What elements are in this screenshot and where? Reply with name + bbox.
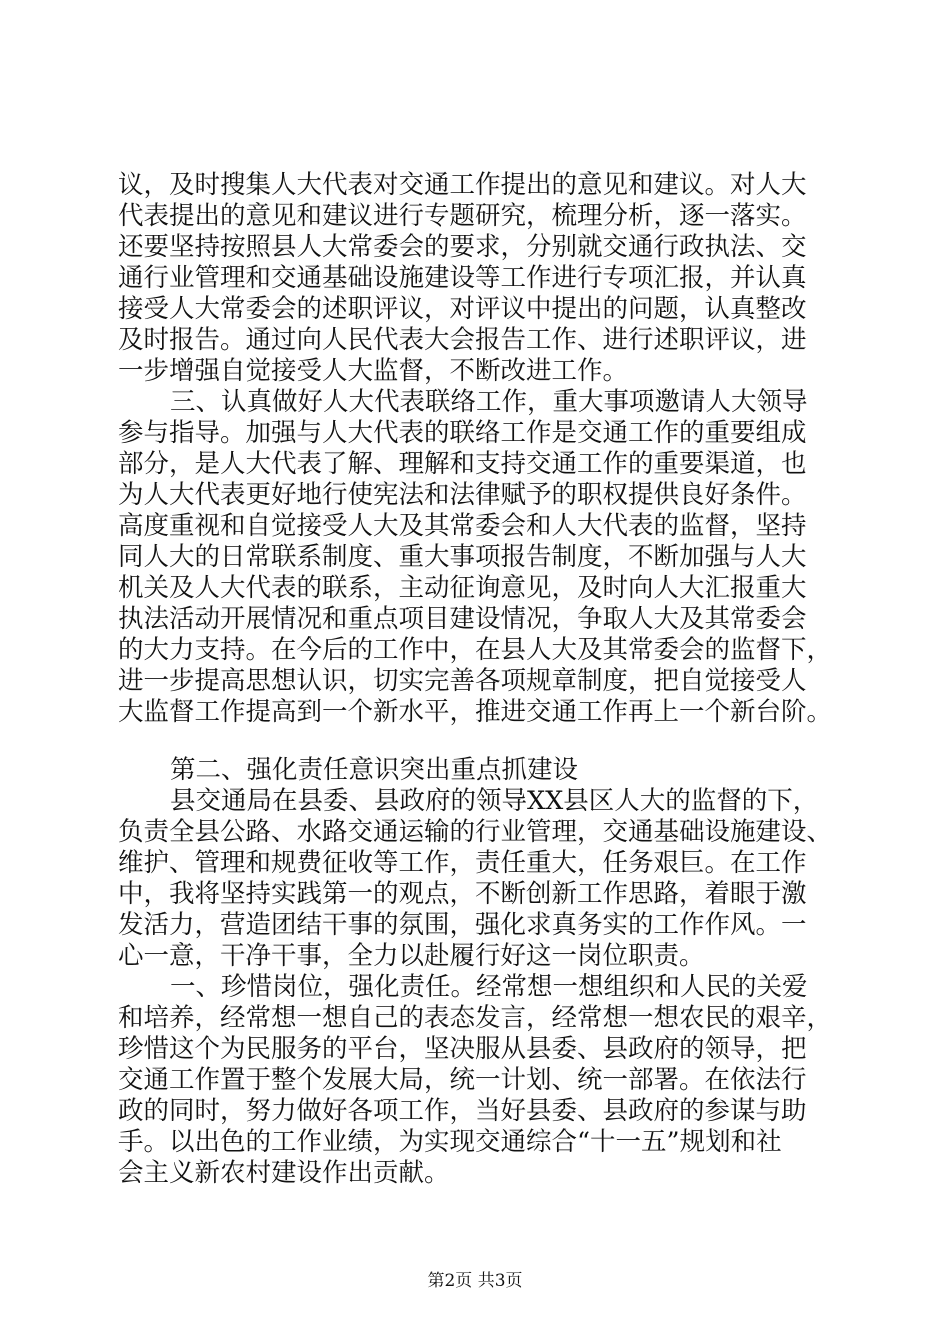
text-line: 进一步提高思想认识，切实完善各项规章制度，把自觉接受人 (118, 666, 807, 696)
text-line: 交通工作置于整个发展大局，统一计划、统一部署。在依法行 (118, 1065, 807, 1095)
paragraph-1 (118, 170, 830, 387)
text-line: 手。以出色的工作业绩，为实现交通综合“十一五”规划和社 (118, 1127, 782, 1157)
paragraph-2 (118, 387, 833, 728)
text-line: 一、珍惜岗位，强化责任。经常想一想组织和人民的关爱 (170, 972, 808, 1002)
text-line: 负责全县公路、水路交通运输的行业管理，交通基础设施建设、 (118, 817, 833, 847)
text-line: 议，及时搜集人大代表对交通工作提出的意见和建议。对人大 (118, 170, 807, 200)
text-line: 机关及人大代表的联系，主动征询意见，及时向人大汇报重大 (118, 573, 807, 603)
text-line: 部分，是人大代表了解、理解和支持交通工作的重要渠道，也 (118, 449, 807, 479)
paragraph-gap (118, 728, 830, 755)
text-line: 政的同时，努力做好各项工作，当好县委、县政府的参谋与助 (118, 1096, 807, 1126)
section-heading: 第二、强化责任意识突出重点抓建设 (170, 755, 579, 785)
text-line: 代表提出的意见和建议进行专题研究，梳理分析，逐一落实。 (118, 201, 807, 231)
text-line: 中，我将坚持实践第一的观点，不断创新工作思路，着眼于激 (118, 879, 807, 909)
text-line: 发活力，营造团结干事的氛围，强化求真务实的工作作风。一 (118, 910, 807, 940)
text-line: 高度重视和自觉接受人大及其常委会和人大代表的监督，坚持 (118, 511, 807, 541)
paragraph-4 (118, 972, 833, 1189)
text-line: 通行业管理和交通基础设施建设等工作进行专项汇报，并认真 (118, 263, 807, 293)
text-line: 三、认真做好人大代表联络工作，重大事项邀请人大领导 (170, 387, 808, 417)
text-line: 接受人大常委会的述职评议，对评议中提出的问题，认真整改 (118, 294, 807, 324)
text-line: 还要坚持按照县人大常委会的要求，分别就交通行政执法、交 (118, 232, 807, 262)
page-number-footer: 第2页 共3页 (427, 1271, 523, 1291)
text-line: 执法活动开展情况和重点项目建设情况，争取人大及其常委会 (118, 604, 807, 634)
text-line: 同人大的日常联系制度、重大事项报告制度，不断加强与人大 (118, 542, 807, 572)
text-line: 会主义新农村建设作出贡献。 (118, 1158, 450, 1188)
text-line: 县交通局在县委、县政府的领导XX县区人大的监督的下， (170, 786, 819, 816)
text-line: 的大力支持。在今后的工作中，在县人大及其常委会的监督下， (118, 635, 833, 665)
text-line: 心一意，干净干事，全力以赴履行好这一岗位职责。 (118, 941, 705, 971)
paragraph-3 (118, 786, 833, 972)
text-line: 大监督工作提高到一个新水平，推进交通工作再上一个新台阶。 (118, 697, 833, 727)
text-line: 参与指导。加强与人大代表的联络工作是交通工作的重要组成 (118, 418, 807, 448)
text-line: 珍惜这个为民服务的平台，坚决服从县委、县政府的领导，把 (118, 1034, 807, 1064)
text-line: 为人大代表更好地行使宪法和法律赋予的职权提供良好条件。 (118, 480, 807, 510)
document-body (118, 170, 833, 1189)
text-line: 维护、管理和规费征收等工作，责任重大，任务艰巨。在工作 (118, 848, 807, 878)
text-line: 及时报告。通过向人民代表大会报告工作、进行述职评议，进 (118, 325, 807, 355)
text-line: 和培养，经常想一想自己的表态发言，经常想一想农民的艰辛， (118, 1003, 833, 1033)
text-line: 一步增强自觉接受人大监督，不断改进工作。 (118, 356, 629, 386)
